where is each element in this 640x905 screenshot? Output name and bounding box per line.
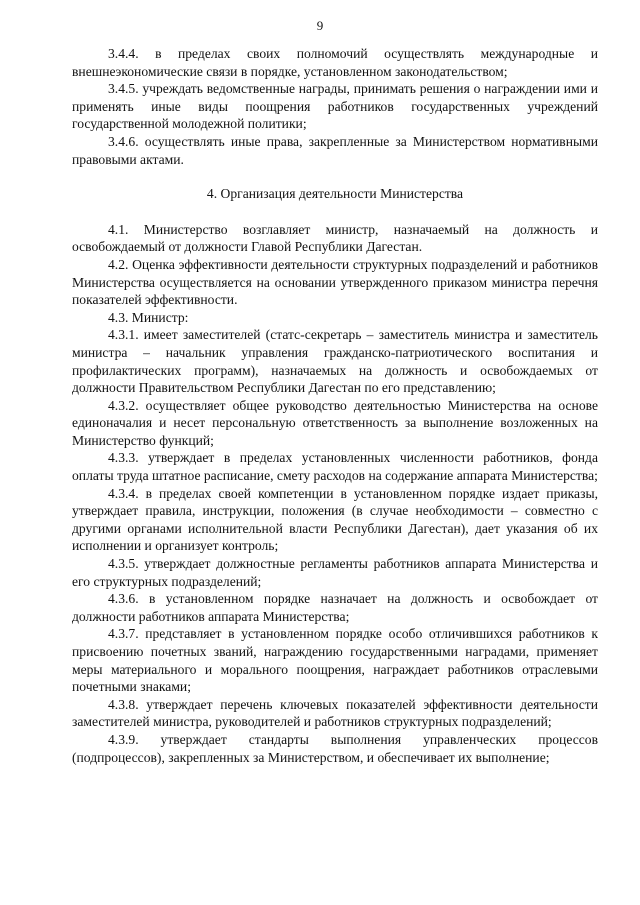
- paragraph-3-4-6: 3.4.6. осуществлять иные права, закрепленные за Министерством нормативными правовыми актами.: [72, 133, 598, 167]
- paragraph-4-3: 4.3. Министр:: [108, 309, 189, 325]
- paragraph-4-1: 4.1. Министерство возглавляет министр, назначаемый на должность и освобождаемый от должности Главой Республики Дагестан.: [72, 221, 598, 255]
- paragraph-4-3-8: 4.3.8. утверждает перечень ключевых показателей эффективности деятельности заместителей министра, руководителей и работников структурных подразделений;: [72, 696, 598, 730]
- paragraph-4-3-7: 4.3.7. представляет в установленном порядке особо отличившихся работников к присвоению почетных званий, награждению государственными наградами, применяет меры материального и морального поощрения, награждает работников отраслевыми почетными знаками;: [72, 626, 598, 695]
- paragraph-4-3-1: 4.3.1. имеет заместителей (статс-секретарь – заместитель министра и заместитель министра – начальник управления гражданско-патриотического воспитания и профилактических программ), назначаемых на должность и освобождаемых от должности Правительством Республики Дагестан по его представлению;: [72, 327, 598, 396]
- paragraph-4-3-9: 4.3.9. утверждает стандарты выполнения управленческих процессов (подпроцессов), закрепленных за Министерством, и обеспечивает их выполнение;: [72, 731, 598, 765]
- paragraph-4-3-2: 4.3.2. осуществляет общее руководство деятельностью Министерства на основе единоначалия и несет персональную ответственность за выполнение возложенных на Министерство функций;: [72, 397, 598, 448]
- paragraph-4-3-4: 4.3.4. в пределах своей компетенции в установленном порядке издает приказы, утверждает правила, инструкции, положения (в случае необходимости – совместно с другими органами исполнительной власти Республики Дагестан), дает указания об их исполнении и организует контроль;: [72, 485, 598, 554]
- paragraph-3-4-4: 3.4.4. в пределах своих полномочий осуществлять международные и внешнеэкономические связи в порядке, установленном законодательством;: [72, 46, 598, 79]
- page-number: 9: [316, 18, 324, 33]
- section-title: 4. Организация деятельности Министерства: [206, 186, 464, 202]
- paragraph-4-3-6: 4.3.6. в установленном порядке назначает на должность и освобождает от должности работников аппарата Министерства;: [72, 591, 598, 624]
- paragraph-3-4-5: 3.4.5. учреждать ведомственные награды, принимать решения о награждении ими и применять иные виды поощрения работников государственных учреждений государственной молодежной политики;: [72, 81, 598, 132]
- paragraph-4-3-5: 4.3.5. утверждает должностные регламенты работников аппарата Министерства и его структурных подразделений;: [72, 556, 598, 589]
- paragraph-4-2: 4.2. Оценка эффективности деятельности структурных подразделений и работников Министерства осуществляется на основании утвержденного приказом министра перечня показателей эффективности.: [72, 256, 598, 308]
- paragraph-4-3-3: 4.3.3. утверждает в пределах установленных численности работников, фонда оплаты труда штатное расписание, смету расходов на содержание аппарата Министерства;: [72, 450, 598, 484]
- spacer: [72, 203, 598, 221]
- document-body: [72, 45, 598, 766]
- spacer: [72, 168, 598, 185]
